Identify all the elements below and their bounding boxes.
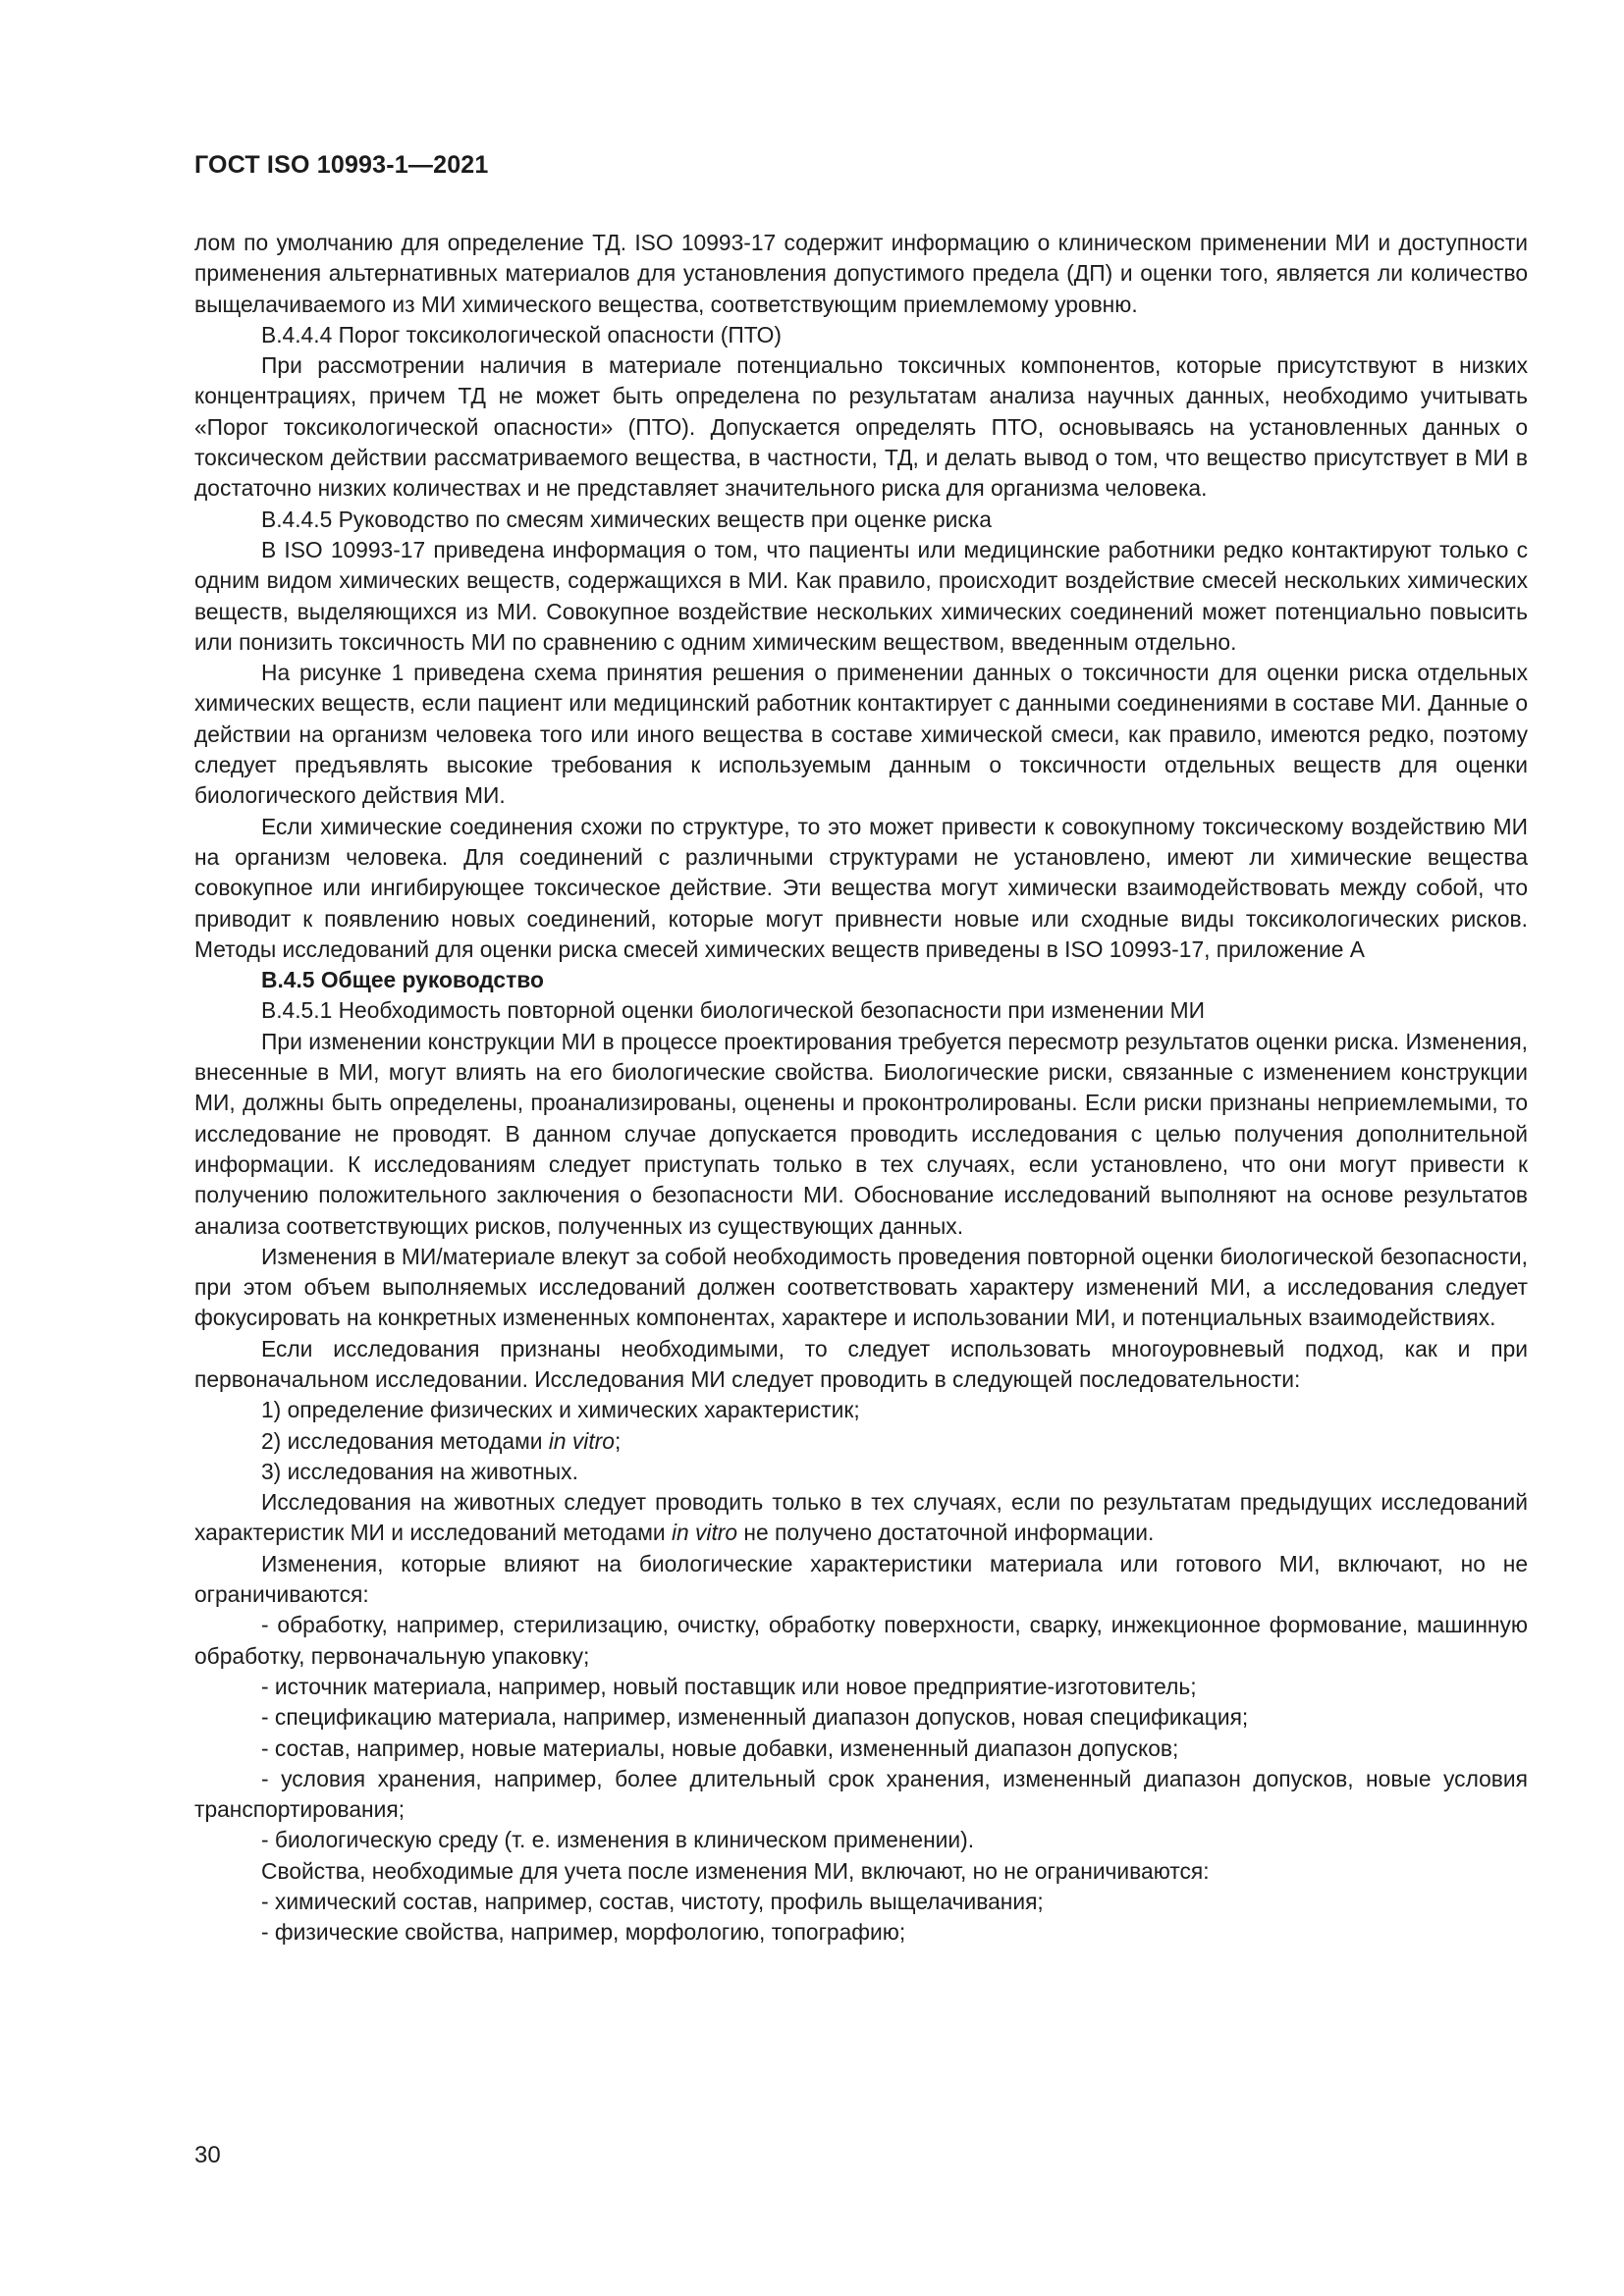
text-segment: ; [614, 1427, 622, 1454]
italic-term: in vitro [671, 1520, 738, 1546]
clause-heading: В.4.5.1 Необходимость повторной оценки биологической безопасности при изменении МИ [261, 997, 1206, 1024]
paragraph: Изменения в МИ/материале влекут за собой необходимость проведения повторной оценки биологической безопасности, при этом объем выполняемых исследований должен соответствовать характеру изменений МИ, а исследования следует фокусировать на конкретных измененных компонентах, характере и использовании МИ, и потенциальных взаимодействиях. [194, 1243, 1528, 1331]
clause-heading: В.4.4.4 Порог токсикологической опасности (ПТО) [261, 321, 782, 347]
dash-list-item: - состав, например, новые материалы, новые добавки, измененный диапазон допусков; [261, 1735, 1179, 1761]
paragraph: Изменения, которые влияют на биологические характеристики материала или готового МИ, включают, но не ограничиваются: [194, 1550, 1528, 1608]
page-number: 30 [194, 2142, 221, 2168]
dash-list-item: - обработку, например, стерилизацию, очистку, обработку поверхности, сварку, инжекционное формование, машинную обработку, первоначальную упаковку; [194, 1612, 1528, 1669]
section-heading: В.4.5 Общее руководство [261, 967, 544, 993]
dash-list-item: - химический состав, например, состав, чистоту, профиль выщелачивания; [261, 1889, 1044, 1915]
text-segment: Исследования на животных следует проводить только в тех случаях, если по результатам предыдущих исследований характеристик МИ и исследований методами [194, 1489, 1528, 1546]
paragraph: лом по умолчанию для определение ТД. ISO 10993-17 содержит информацию о клиническом применении МИ и доступности применения альтернативных материалов для установления допустимого предела (ДП) и оценки того, является ли количество выщелачиваемого из МИ химического вещества, соответствующим приемлемому уровню. [194, 230, 1528, 317]
dash-list-item: - физические свойства, например, морфологию, топографию; [261, 1919, 906, 1946]
paragraph: На рисунке 1 приведена схема принятия решения о применении данных о токсичности для оценки риска отдельных химических веществ, если пациент или медицинский работник контактирует с данными соединениями в составе МИ. Данные о действии на организм человека того или иного вещества в составе химической смеси, как правило, имеются редко, поэтому следует предъявлять высокие требования к используемым данным о токсичности отдельных веществ для оценки биологического действия МИ. [194, 660, 1528, 809]
dash-list-item: - источник материала, например, новый поставщик или новое предприятие-изготовитель; [261, 1673, 1197, 1699]
paragraph: При рассмотрении наличия в материале потенциально токсичных компонентов, которые присутствуют в низких концентрациях, причем ТД не может быть определена по результатам анализа научных данных, необходимо учитывать «Порог токсикологической опасности» (ПТО). Допускается определять ПТО, основываясь на установленных данных о токсическом действии рассматриваемого вещества, в частности, ТД, и делать вывод о том, что вещество присутствует в МИ в достаточно низких количествах и не представляет значительного риска для организма человека. [194, 352, 1528, 502]
dash-list-item: - биологическую среду (т. е. изменения в клиническом применении). [261, 1827, 975, 1853]
paragraph: При изменении конструкции МИ в процессе проектирования требуется пересмотр результатов оценки риска. Изменения, внесенные в МИ, могут влиять на его биологические свойства. Биологические риски, связанные с изменением конструкции МИ, должны быть определены, проанализированы, оценены и проконтролированы. Если риски признаны неприемлемыми, то исследование не проводят. В данном случае допускается проводить исследования с целью получения дополнительной информации. К исследованиям следует приступать только в тех случаях, если установлено, что они могут привести к получению положительного заключения о безопасности МИ. Обоснование исследований выполняют на основе результатов анализа соответствующих рисков, полученных из существующих данных. [194, 1028, 1528, 1239]
italic-term: in vitro [548, 1427, 615, 1454]
numbered-list-item: 3) исследования на животных. [261, 1458, 578, 1484]
numbered-list-item [194, 1426, 1528, 1457]
document-body [194, 228, 1528, 1949]
text-segment: 2) исследования методами [261, 1427, 549, 1454]
paragraph: Если исследования признаны необходимыми, то следует использовать многоуровневый подход, как и при первоначальном исследовании. Исследования МИ следует проводить в следующей последовательности: [194, 1335, 1528, 1392]
paragraph: В ISO 10993-17 приведена информация о том, что пациенты или медицинские работники редко контактируют только с одним видом химических веществ, содержащихся в МИ. Как правило, происходит воздействие смесей нескольких химических веществ, выделяющихся из МИ. Совокупное воздействие нескольких химических соединений может потенциально повысить или понизить токсичность МИ по сравнению с одним химическим веществом, введенным отдельно. [194, 536, 1528, 655]
paragraph: Свойства, необходимые для учета после изменения МИ, включают, но не ограничиваются: [261, 1857, 1210, 1884]
paragraph: Если химические соединения схожи по структуре, то это может привести к совокупному токсическому воздействию МИ на организм человека. Для соединений с различными структурами не установлено, имеют ли химические вещества совокупное или ингибирующее токсическое действие. Эти вещества могут химически взаимодействовать между собой, что приводит к появлению новых соединений, которые могут привнести новые или сходные виды токсикологических рисков. Методы исследований для оценки риска смесей химических веществ приведены в ISO 10993-17, приложение А [194, 813, 1528, 962]
numbered-list-item: 1) определение физических и химических характеристик; [261, 1397, 860, 1423]
text-segment: не получено достаточной информации. [737, 1520, 1155, 1546]
paragraph [194, 1487, 1528, 1549]
document-header: ГОСТ ISO 10993-1—2021 [194, 151, 489, 179]
clause-heading: В.4.4.5 Руководство по смесям химических веществ при оценке риска [261, 506, 992, 532]
dash-list-item: - спецификацию материала, например, измененный диапазон допусков, новая спецификация; [261, 1704, 1249, 1731]
dash-list-item: - условия хранения, например, более длительный срок хранения, измененный диапазон допусков, новые условия транспортирования; [194, 1765, 1528, 1823]
